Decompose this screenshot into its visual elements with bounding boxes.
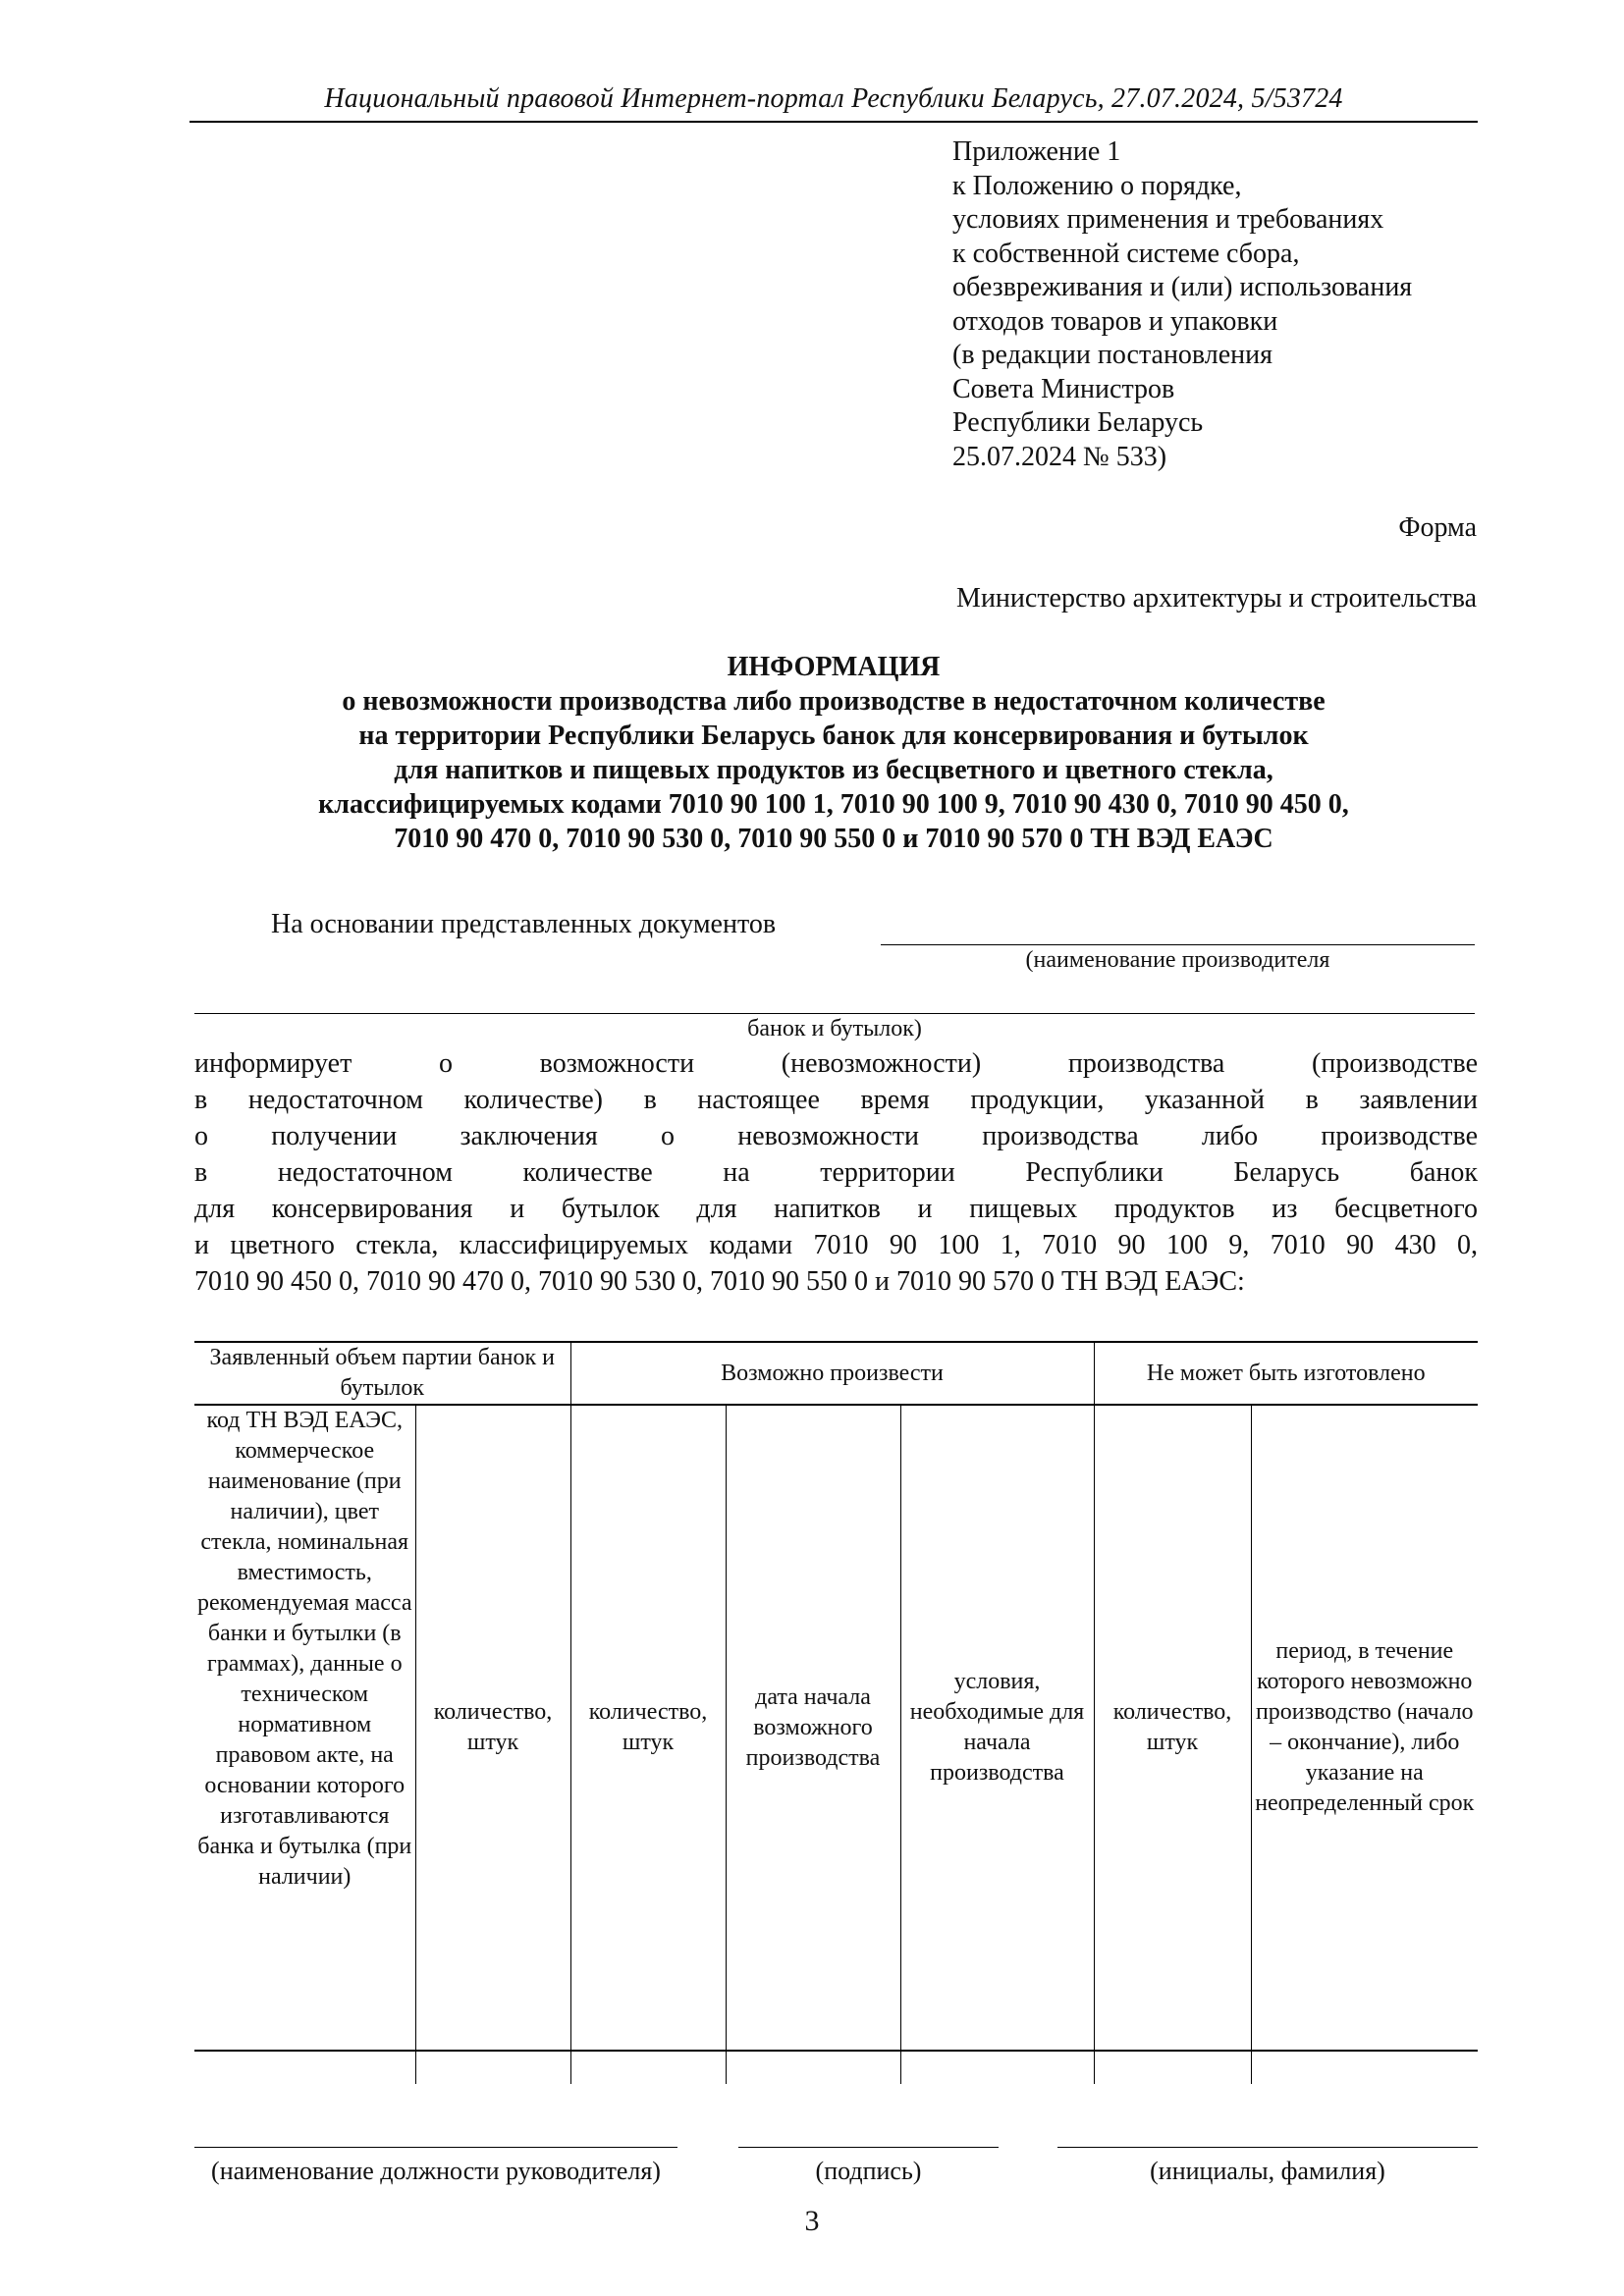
appendix-line: Республики Беларусь bbox=[952, 407, 1204, 438]
paragraph-line: в недостаточном количестве) в настоящее время продукции, указанной в заявлении bbox=[194, 1085, 1478, 1115]
paragraph-line: о получении заключения о невозможности производства либо производстве bbox=[194, 1121, 1478, 1151]
appendix-line: условиях применения и требованиях bbox=[952, 204, 1384, 235]
paragraph-line: и цветного стекла, классифицируемых кодами 7010 90 100 1, 7010 90 100 9, 7010 90 430 0, bbox=[194, 1230, 1478, 1260]
col-start-date: дата начала возможного производства bbox=[726, 1405, 900, 2051]
appendix-line: 25.07.2024 № 533) bbox=[952, 441, 1167, 472]
producer-hint-1: (наименование производителя bbox=[1025, 947, 1330, 973]
table-cell[interactable] bbox=[570, 2051, 726, 2084]
appendix-line: обезвреживания и (или) использования bbox=[952, 272, 1413, 302]
info-table bbox=[194, 1341, 1478, 2084]
signature-field[interactable] bbox=[738, 2147, 999, 2148]
form-label: Форма bbox=[1398, 512, 1477, 543]
col-declared-quantity: количество, штук bbox=[415, 1405, 570, 2051]
body-paragraph bbox=[194, 1045, 1478, 1300]
table-header-row bbox=[194, 1342, 1478, 1405]
table-cell[interactable] bbox=[726, 2051, 900, 2084]
appendix-line: отходов товаров и упаковки bbox=[952, 305, 1278, 337]
appendix-line: (в редакции постановления bbox=[952, 340, 1273, 370]
title-heading: ИНФОРМАЦИЯ bbox=[727, 652, 941, 682]
table-cell[interactable] bbox=[900, 2051, 1094, 2084]
document-title bbox=[189, 650, 1478, 856]
appendix-line: Приложение 1 bbox=[952, 136, 1121, 167]
position-hint: (наименование должности руководителя) bbox=[211, 2157, 661, 2185]
appendix-line: Совета Министров bbox=[952, 373, 1175, 404]
ministry-name: Министерство архитектуры и строительства bbox=[956, 583, 1477, 614]
paragraph-line: в недостаточном количестве на территории Республики Беларусь банок bbox=[194, 1157, 1478, 1188]
header-declared-volume: Заявленный объем партии банок и бутылок bbox=[194, 1342, 570, 1405]
table-cell[interactable] bbox=[1251, 2051, 1478, 2084]
appendix-line: к Положению о порядке, bbox=[952, 170, 1242, 201]
table-cell[interactable] bbox=[1094, 2051, 1251, 2084]
table-cell[interactable] bbox=[415, 2051, 570, 2084]
producer-hint-2: банок и бутылок) bbox=[747, 1016, 922, 1041]
col-possible-quantity: количество, штук bbox=[570, 1405, 726, 2051]
producer-name-field-2[interactable] bbox=[194, 982, 1475, 1014]
portal-header: Национальный правовой Интернет-портал Республики Беларусь, 27.07.2024, 5/53724 bbox=[189, 77, 1478, 123]
title-line: о невозможности производства либо производстве в недостаточном количестве bbox=[342, 686, 1326, 717]
paragraph-line: 7010 90 450 0, 7010 90 470 0, 7010 90 530 0, 7010 90 550 0 и 7010 90 570 0 ТН ВЭД ЕАЭС: bbox=[194, 1266, 1245, 1297]
col-product-description: код ТН ВЭД ЕАЭС, коммерческое наименование (при наличии), цвет стекла, номинальная вместимость, рекомендуемая масса банки и бутылки (в граммах), данные о техническом нормативном правовом акте, на основании которого изготавливаются банка и бутылка (при наличии) bbox=[194, 1405, 415, 2051]
page-number: 3 bbox=[804, 2205, 820, 2237]
name-field[interactable] bbox=[1057, 2147, 1478, 2148]
table-cell[interactable] bbox=[194, 2051, 415, 2084]
table-subheader-row bbox=[194, 1405, 1478, 2051]
col-impossible-quantity: количество, штук bbox=[1094, 1405, 1251, 2051]
position-field[interactable] bbox=[194, 2147, 677, 2148]
signature-hint: (подпись) bbox=[815, 2157, 922, 2185]
title-line: классифицируемых кодами 7010 90 100 1, 7010 90 100 9, 7010 90 430 0, 7010 90 450 0, bbox=[318, 789, 1349, 820]
producer-name-field[interactable] bbox=[881, 913, 1475, 945]
col-conditions: условия, необходимые для начала производства bbox=[900, 1405, 1094, 2051]
paragraph-line: информирует о возможности (невозможности) производства (производстве bbox=[194, 1048, 1478, 1079]
paragraph-line: для консервирования и бутылок для напитков и пищевых продуктов из бесцветного bbox=[194, 1194, 1478, 1224]
appendix-note bbox=[952, 135, 1412, 474]
header-cannot-produce: Не может быть изготовлено bbox=[1094, 1342, 1478, 1405]
title-line: на территории Республики Беларусь банок для консервирования и бутылок bbox=[358, 721, 1309, 751]
header-can-produce: Возможно произвести bbox=[570, 1342, 1094, 1405]
title-line: 7010 90 470 0, 7010 90 530 0, 7010 90 550 0 и 7010 90 570 0 ТН ВЭД ЕАЭС bbox=[394, 824, 1273, 854]
name-hint: (инициалы, фамилия) bbox=[1150, 2157, 1385, 2185]
title-line: для напитков и пищевых продуктов из бесцветного и цветного стекла, bbox=[394, 755, 1273, 785]
basis-text: На основании представленных документов bbox=[271, 909, 777, 939]
appendix-line: к собственной системе сбора, bbox=[952, 238, 1300, 269]
table-row bbox=[194, 2051, 1478, 2084]
col-period: период, в течение которого невозможно производство (начало – окончание), либо указание на неопределенный срок bbox=[1251, 1405, 1478, 2051]
